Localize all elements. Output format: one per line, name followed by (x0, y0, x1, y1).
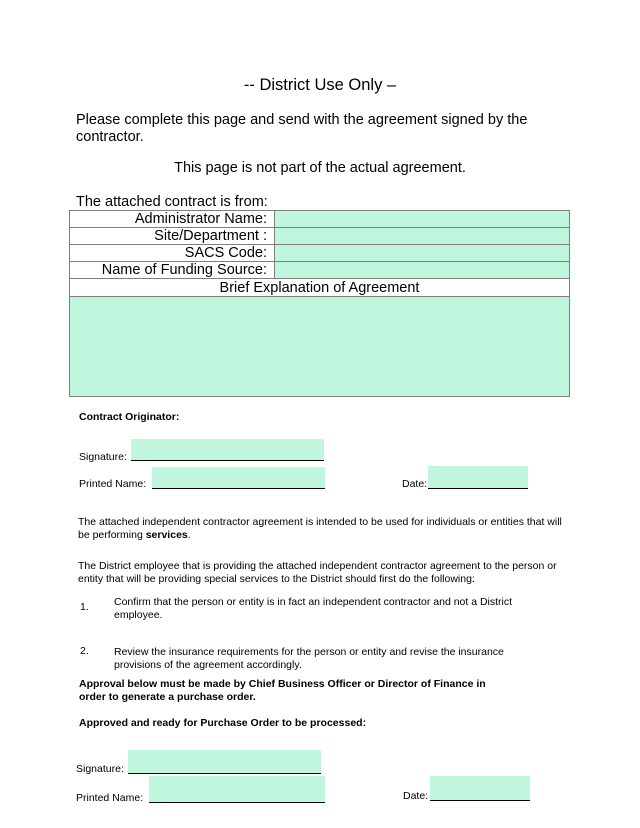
list-item-2: Review the insurance requirements for the person or entity and revise the insurance provisions of the agreement accordingly. (114, 646, 504, 671)
approval-printed-name-label: Printed Name: (76, 792, 144, 804)
approval-date-label: Date: (403, 790, 429, 802)
brief-explanation-header: Brief Explanation of Agreement (70, 279, 570, 297)
administrator-name-label: Administrator Name: (70, 211, 275, 228)
originator-printed-name-field[interactable] (152, 467, 325, 488)
approval-signature-label: Signature: (76, 763, 124, 775)
approval-note: Approval below must be made by Chief Business Officer or Director of Finance in order to generate a purchase order. (79, 678, 486, 703)
administrator-name-field[interactable] (275, 211, 570, 228)
approval-date-field[interactable] (430, 776, 530, 800)
para1-text: The attached independent contractor agreement is intended to be used for individuals or entities that will be performing (78, 516, 562, 541)
approval-printed-name-line (149, 802, 325, 803)
funding-source-label: Name of Funding Source: (70, 262, 275, 279)
district-employee-paragraph: The District employee that is providing the attached independent contractor agreement to the person or entity that will be providing special services to the District should first do the following: (78, 560, 557, 585)
approval-signature-field[interactable] (128, 750, 321, 773)
originator-date-line (428, 488, 528, 489)
site-department-field[interactable] (275, 228, 570, 245)
funding-source-field[interactable] (275, 262, 570, 279)
originator-date-label: Date: (402, 478, 428, 490)
sacs-code-label: SACS Code: (70, 245, 275, 262)
independent-contractor-paragraph (78, 516, 568, 542)
services-emphasis: services (145, 529, 188, 541)
originator-signature-field[interactable] (131, 439, 324, 460)
note-text: This page is not part of the actual agreement. (174, 160, 466, 176)
originator-signature-line (131, 460, 324, 461)
originator-date-field[interactable] (428, 466, 528, 488)
approved-heading: Approved and ready for Purchase Order to be processed: (79, 717, 367, 729)
table-row (70, 245, 570, 262)
intro-text: Please complete this page and send with the agreement signed by the contractor. (76, 112, 528, 145)
sacs-code-field[interactable] (275, 245, 570, 262)
table-row (70, 228, 570, 245)
table-row (70, 262, 570, 279)
list-item-number-1: 1. (80, 601, 89, 613)
brief-explanation-field[interactable] (70, 297, 570, 397)
page-title: -- District Use Only – (243, 76, 397, 94)
table-row (70, 279, 570, 297)
contract-originator-heading: Contract Originator: (79, 411, 180, 423)
site-department-label: Site/Department : (70, 228, 275, 245)
table-row (70, 211, 570, 228)
approval-signature-line (128, 773, 321, 774)
approval-printed-name-field[interactable] (149, 776, 325, 802)
approval-date-line (430, 800, 530, 801)
contract-info-table (69, 210, 570, 397)
originator-printed-name-label: Printed Name: (79, 478, 147, 490)
list-item-number-2: 2. (80, 645, 89, 657)
list-item-1: Confirm that the person or entity is in fact an independent contractor and not a District employee. (114, 596, 513, 621)
table-row (70, 297, 570, 397)
para1-end: . (187, 529, 191, 541)
contract-from-label: The attached contract is from: (76, 194, 268, 210)
originator-signature-label: Signature: (79, 451, 127, 463)
originator-printed-name-line (152, 488, 325, 489)
